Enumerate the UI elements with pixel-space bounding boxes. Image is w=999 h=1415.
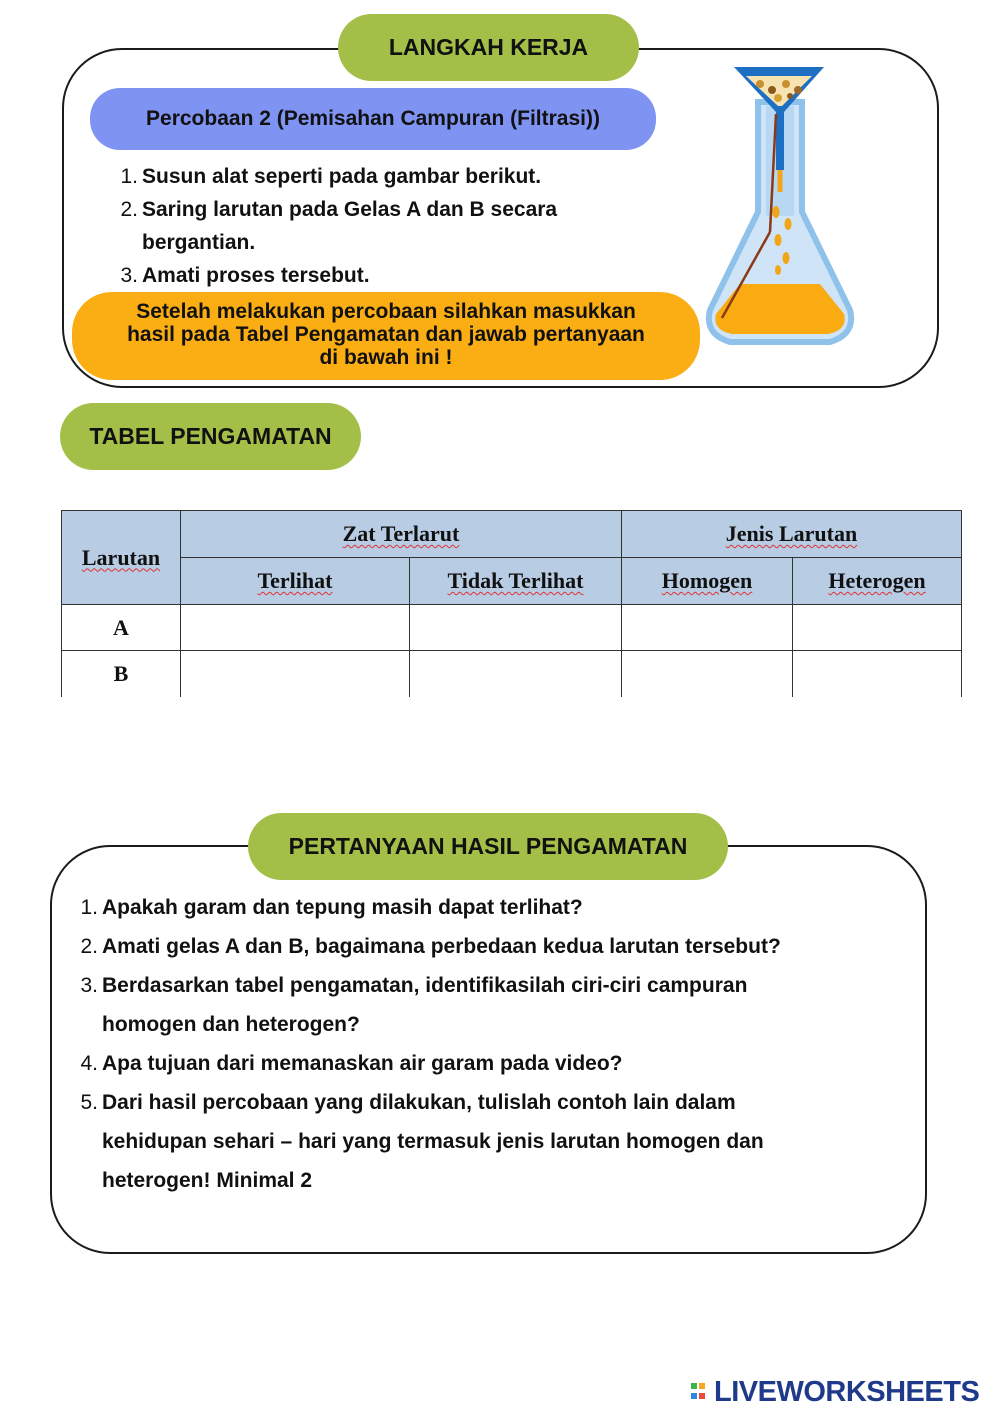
question-item: [62, 1083, 912, 1200]
langkah-kerja-heading-text: LANGKAH KERJA: [388, 34, 589, 60]
question-item: [62, 888, 912, 927]
question-text: Apa tujuan dari memanaskan air garam pada video?: [102, 1052, 623, 1075]
question-number: 1.: [80, 896, 98, 919]
step-number: 2.: [120, 198, 138, 221]
question-item: [62, 1044, 912, 1083]
question-text-line1: Berdasarkan tabel pengamatan, identifikasilah ciri-ciri campuran: [102, 974, 748, 997]
header-terlihat: [181, 558, 410, 605]
table-row: [62, 651, 962, 697]
answer-cell-terlihat[interactable]: [181, 651, 410, 697]
question-number: 4.: [80, 1052, 98, 1075]
brand-name: LIVEWORKSHEETS: [714, 1375, 980, 1408]
step-text: Susun alat seperti pada gambar berikut.: [142, 165, 542, 188]
header-tidak-terlihat: [410, 558, 622, 605]
question-number: 5.: [80, 1091, 98, 1114]
table-row: [62, 605, 962, 651]
questions-list: [62, 888, 912, 1200]
header-homogen: [622, 558, 793, 605]
step-text: Amati proses tersebut.: [142, 264, 370, 287]
instruction-line1: Setelah melakukan percobaan silahkan masukkan: [136, 300, 636, 323]
step-item: [108, 259, 668, 292]
pertanyaan-heading: [248, 813, 728, 880]
pertanyaan-heading-text: PERTANYAAN HASIL PENGAMATAN: [288, 833, 688, 859]
step-number: 3.: [120, 264, 138, 287]
tabel-pengamatan-heading: [60, 403, 361, 470]
langkah-kerja-heading: [338, 14, 639, 81]
row-label: A: [62, 605, 181, 651]
steps-list: [108, 160, 668, 292]
answer-cell-terlihat[interactable]: [181, 605, 410, 651]
tabel-pengamatan-heading-text: TABEL PENGAMATAN: [89, 423, 332, 449]
filtration-flask-icon: [700, 62, 860, 352]
question-text-line2: homogen dan heterogen?: [102, 1013, 360, 1036]
question-text-line3: heterogen! Minimal 2: [102, 1169, 313, 1192]
answer-cell-homogen[interactable]: [622, 651, 793, 697]
header-larutan: [62, 511, 181, 605]
liveworksheets-logo-icon: [690, 1382, 710, 1402]
step-text-line2: bergantian.: [142, 231, 256, 254]
answer-cell-tidak-terlihat[interactable]: [410, 605, 622, 651]
observation-table: [61, 510, 962, 697]
question-number: 2.: [80, 935, 98, 958]
instruction-line2: hasil pada Tabel Pengamatan dan jawab pertanyaan: [127, 323, 645, 346]
experiment-title-pill: [90, 88, 656, 150]
answer-cell-homogen[interactable]: [622, 605, 793, 651]
header-jenis-larutan: [622, 511, 962, 558]
header-larutan-text: Larutan: [81, 544, 161, 570]
row-label: B: [62, 651, 181, 697]
question-item: [62, 966, 912, 1044]
header-heterogen: [793, 558, 962, 605]
header-zat-terlarut: [181, 511, 622, 558]
question-text: Apakah garam dan tepung masih dapat terlihat?: [102, 896, 583, 919]
question-text-line1: Dari hasil percobaan yang dilakukan, tulislah contoh lain dalam: [102, 1091, 736, 1114]
question-text: Amati gelas A dan B, bagaimana perbedaan kedua larutan tersebut?: [102, 935, 781, 958]
answer-cell-heterogen[interactable]: [793, 605, 962, 651]
header-jenis-larutan-text: Jenis Larutan: [725, 521, 858, 546]
question-number: 3.: [80, 974, 98, 997]
step-item: [108, 193, 668, 259]
instruction-callout: [72, 292, 700, 380]
question-item: [62, 927, 912, 966]
experiment-title: Percobaan 2 (Pemisahan Campuran (Filtrasi)): [146, 107, 600, 130]
step-item: [108, 160, 668, 193]
header-zat-terlarut-text: Zat Terlarut: [342, 521, 460, 546]
step-number: 1.: [120, 165, 138, 188]
header-terlihat-text: Terlihat: [257, 568, 333, 593]
instruction-line3: di bawah ini !: [319, 346, 453, 369]
step-text-line1: Saring larutan pada Gelas A dan B secara: [142, 198, 558, 221]
answer-cell-tidak-terlihat[interactable]: [410, 651, 622, 697]
header-heterogen-text: Heterogen: [828, 568, 926, 593]
header-homogen-text: Homogen: [661, 568, 753, 593]
answer-cell-heterogen[interactable]: [793, 651, 962, 697]
footer-brand[interactable]: [690, 1374, 979, 1410]
question-text-line2: kehidupan sehari – hari yang termasuk jenis larutan homogen dan: [102, 1130, 764, 1153]
header-tidak-terlihat-text: Tidak Terlihat: [447, 568, 584, 593]
